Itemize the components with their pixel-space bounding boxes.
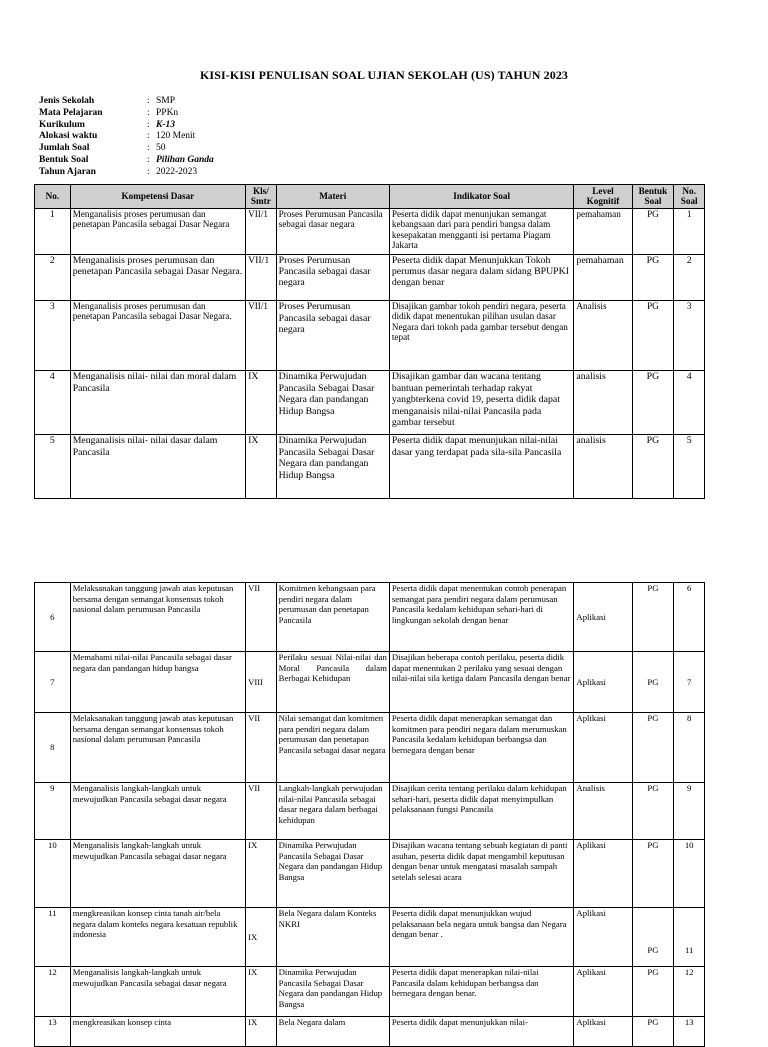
header-no-soal: No. Soal xyxy=(674,185,705,209)
meta-value: K-13 xyxy=(156,119,175,130)
cell-materi: Langkah-langkah perwujudan nilai-nilai Pancasila sebagai dasar negara dalam berbagai kehidupan xyxy=(276,783,389,840)
cell-no: 7 xyxy=(35,652,71,713)
header-level-kognitif: Level Kognitif xyxy=(574,185,632,209)
meta-label: Mata Pelajaran xyxy=(39,107,103,118)
cell-bentuk: PG xyxy=(632,255,674,301)
meta-row xyxy=(39,155,214,167)
header-bentuk-soal: Bentuk Soal xyxy=(632,185,674,209)
cell-kelas: IX xyxy=(246,840,277,908)
cell-bentuk: PG xyxy=(632,652,674,713)
cell-bentuk: PG xyxy=(632,209,674,255)
cell-no: 2 xyxy=(35,255,71,301)
cell-kelas: VII/1 xyxy=(246,209,277,255)
cell-no: 4 xyxy=(35,371,71,435)
meta-label: Alokasi waktu xyxy=(39,131,98,142)
meta-colon: : xyxy=(147,154,150,165)
header-indikator-soal: Indikator Soal xyxy=(389,185,574,209)
cell-bentuk: PG xyxy=(632,783,674,840)
cell-kelas: VII/1 xyxy=(246,255,277,301)
cell-kompetensi-dasar: mengkreasikan konsep cinta tanah air/bela negara dalam konteks negara kesatuan republik indonesia xyxy=(70,908,245,967)
cell-materi: Dinamika Perwujudan Pancasila Sebagai Dasar Negara dan pandangan Hidup Bangsa xyxy=(276,371,389,435)
cell-materi: Dinamika Perwujudan Pancasila Sebagai Dasar Negara dan pandangan Hidup Bangsa xyxy=(276,967,389,1017)
cell-kompetensi-dasar: Menganalisis proses perumusan dan penetapan Pancasila sebagai Dasar Negara. xyxy=(70,301,245,371)
table-row xyxy=(35,255,705,301)
cell-level: pemahaman xyxy=(574,209,632,255)
cell-level: Aplikasi xyxy=(574,908,632,967)
meta-colon: : xyxy=(147,166,150,177)
cell-level: pemahaman xyxy=(574,255,632,301)
cell-kelas: VII xyxy=(246,583,277,652)
cell-nosoal: 8 xyxy=(674,713,705,783)
cell-materi: Proses Perumusan Pancasila sebagai dasar negara xyxy=(276,301,389,371)
cell-nosoal: 13 xyxy=(674,1017,705,1047)
cell-bentuk: PG xyxy=(632,1017,674,1047)
meta-colon: : xyxy=(147,131,150,142)
cell-nosoal: 9 xyxy=(674,783,705,840)
table-row xyxy=(35,435,705,499)
table-row xyxy=(35,1017,705,1047)
cell-bentuk: PG xyxy=(632,301,674,371)
cell-materi: Perilaku sesuai Nilai-nilai dan Moral Pancasila dalam Berbagai Kehidupan xyxy=(276,652,389,713)
cell-level: Aplikasi xyxy=(574,967,632,1017)
cell-kelas: IX xyxy=(246,908,277,967)
cell-indikator: Disajikan gambar tokoh pendiri negara, peserta didik dapat menentukan pilihan usulan dasar Negara dari tokoh pada gambar tersebut dengan tepat xyxy=(389,301,574,371)
meta-row xyxy=(39,120,214,132)
cell-kelas: IX xyxy=(246,967,277,1017)
cell-no: 11 xyxy=(35,908,71,967)
cell-kompetensi-dasar: Melaksanakan tanggung jawab atas keputusan bersama dengan semangat konsensus tokoh nasional dalam perumusan Pancasila xyxy=(70,583,245,652)
cell-bentuk: PG xyxy=(632,371,674,435)
cell-materi: Proses Perumusan Pancasila sebagai dasar negara xyxy=(276,255,389,301)
cell-nosoal: 3 xyxy=(674,301,705,371)
meta-row xyxy=(39,167,214,179)
cell-level: Aplikasi xyxy=(574,713,632,783)
cell-indikator: Disajikan wacana tentang sebuah kegiatan di panti asuhan, peserta didik dapat mengambil keputusan dengan benar untuk mengatasi masalah sampah setelah selesai acara xyxy=(389,840,574,908)
cell-nosoal: 5 xyxy=(674,435,705,499)
meta-label: Bentuk Soal xyxy=(39,154,89,165)
cell-kelas: IX xyxy=(246,1017,277,1047)
meta-colon: : xyxy=(147,143,150,154)
cell-kompetensi-dasar: Menganalisis langkah-langkah untuk mewujudkan Pancasila sebagai dasar negara xyxy=(70,840,245,908)
meta-row xyxy=(39,96,214,108)
meta-row xyxy=(39,143,214,155)
meta-value: PPKn xyxy=(156,107,179,118)
document-meta xyxy=(39,96,214,179)
cell-level: analisis xyxy=(574,435,632,499)
meta-label: Jumlah Soal xyxy=(39,143,90,154)
cell-indikator: Peserta didik dapat menentukan contoh penerapan semangat para pendiri negara dalam perumusan Pancasila kedalam kehidupan sehari-hari di lingkungan sekolah dengan benar xyxy=(389,583,574,652)
cell-kompetensi-dasar: Melaksanakan tanggung jawab atas keputusan bersama dengan semangat konsensus tokoh nasional dalam perumusan Pancasila xyxy=(70,713,245,783)
table-row xyxy=(35,652,705,713)
cell-nosoal: 1 xyxy=(674,209,705,255)
cell-nosoal: 6 xyxy=(674,583,705,652)
meta-value: 50 xyxy=(156,143,166,154)
cell-indikator: Peserta didik dapat menerapkan nilai-nilai Pancasila dalam kehidupan berbangsa dan bernegara dengan benar. xyxy=(389,967,574,1017)
meta-colon: : xyxy=(147,107,150,118)
cell-indikator: Peserta didik dapat menunjukan nilai-nilai dasar yang terdapat pada sila-sila Pancasila xyxy=(389,435,574,499)
cell-indikator: Peserta didik dapat menunjukkan wujud pelaksanaan bela negara untuk bangsa dan Negara dengan benar . xyxy=(389,908,574,967)
cell-kompetensi-dasar: Menganalisis proses perumusan dan penetapan Pancasila sebagai Dasar Negara xyxy=(70,209,245,255)
cell-kompetensi-dasar: mengkreasikan konsep cinta xyxy=(70,1017,245,1047)
meta-value: Pilihan Ganda xyxy=(156,154,214,165)
cell-level: Analisis xyxy=(574,783,632,840)
cell-bentuk: PG xyxy=(632,967,674,1017)
cell-kompetensi-dasar: Menganalisis nilai- nilai dasar dalam Pancasila xyxy=(70,435,245,499)
cell-no: 10 xyxy=(35,840,71,908)
kisi-table-page-2 xyxy=(34,582,705,1047)
cell-kompetensi-dasar: Menganalisis nilai- nilai dan moral dalam Pancasila xyxy=(70,371,245,435)
kisi-table-page-1 xyxy=(34,184,705,499)
table-row xyxy=(35,371,705,435)
cell-kelas: IX xyxy=(246,371,277,435)
table-row xyxy=(35,783,705,840)
cell-no: 13 xyxy=(35,1017,71,1047)
cell-bentuk: PG xyxy=(632,583,674,652)
cell-no: 9 xyxy=(35,783,71,840)
table-header-row xyxy=(35,185,705,209)
table-row xyxy=(35,967,705,1017)
cell-materi: Dinamika Perwujudan Pancasila Sebagai Dasar Negara dan pandangan Hidup Bangsa xyxy=(276,435,389,499)
table-row xyxy=(35,301,705,371)
meta-value: SMP xyxy=(156,96,176,106)
cell-kompetensi-dasar: Menganalisis proses perumusan dan penetapan Pancasila sebagai Dasar Negara. xyxy=(70,255,245,301)
cell-indikator: Disajikan cerita tentang perilaku dalam kehidupan sehari-hari, peserta didik dapat menyimpulkan pelaksanaan fungsi Pancasila xyxy=(389,783,574,840)
cell-kelas: VII xyxy=(246,713,277,783)
cell-indikator: Peserta didik dapat menunjukkan nilai- xyxy=(389,1017,574,1047)
header-kompetensi-dasar: Kompetensi Dasar xyxy=(70,185,245,209)
header-kelas-semester: Kls/ Smtr xyxy=(246,185,277,209)
table-row xyxy=(35,583,705,652)
cell-level: analisis xyxy=(574,371,632,435)
cell-bentuk: PG xyxy=(632,840,674,908)
cell-no: 6 xyxy=(35,583,71,652)
table-row xyxy=(35,840,705,908)
cell-materi: Dinamika Perwujudan Pancasila Sebagai Dasar Negara dan pandangan Hidup Bangsa xyxy=(276,840,389,908)
cell-indikator: Peserta didik dapat menerapkan semangat dan komitmen para pendiri negara dalam merumuskan Pancasila kedalam kehidupan berbangsa dan bernegara dengan benar xyxy=(389,713,574,783)
cell-no: 3 xyxy=(35,301,71,371)
cell-kelas: VIII xyxy=(246,652,277,713)
cell-no: 5 xyxy=(35,435,71,499)
cell-nosoal: 12 xyxy=(674,967,705,1017)
cell-level: Aplikasi xyxy=(574,1017,632,1047)
header-materi: Materi xyxy=(276,185,389,209)
meta-colon: : xyxy=(147,96,150,106)
meta-value: 2022-2023 xyxy=(156,166,198,177)
cell-nosoal: 2 xyxy=(674,255,705,301)
meta-row xyxy=(39,131,214,143)
cell-indikator: Peserta didik dapat menunjukan semangat kebangsaan dari para pendiri bangsa dalam kesepakatan mengganti isi pertama Piagam Jakarta xyxy=(389,209,574,255)
cell-indikator: Peserta didik dapat Menunjukkan Tokoh perumus dasar negara dalam sidang BPUPKI dengan benar xyxy=(389,255,574,301)
cell-no: 12 xyxy=(35,967,71,1017)
cell-bentuk: PG xyxy=(632,713,674,783)
cell-level: Aplikasi xyxy=(574,652,632,713)
cell-no: 1 xyxy=(35,209,71,255)
cell-materi: Bela Negara dalam xyxy=(276,1017,389,1047)
meta-label: Jenis Sekolah xyxy=(39,96,95,106)
cell-no: 8 xyxy=(35,713,71,783)
cell-level: Aplikasi xyxy=(574,583,632,652)
cell-kompetensi-dasar: Memahami nilai-nilai Pancasila sebagai dasar negara dan pandangan hidup bangsa xyxy=(70,652,245,713)
meta-label: Kurikulum xyxy=(39,119,85,130)
meta-colon: : xyxy=(147,119,150,130)
table-row xyxy=(35,209,705,255)
cell-nosoal: 4 xyxy=(674,371,705,435)
table-row xyxy=(35,713,705,783)
cell-level: Aplikasi xyxy=(574,840,632,908)
cell-kelas: IX xyxy=(246,435,277,499)
cell-kelas: VII/1 xyxy=(246,301,277,371)
meta-row xyxy=(39,108,214,120)
cell-indikator: Disajikan beberapa contoh perilaku, peserta didik dapat menentukan 2 perilaku yang sesuai dengan nilai-nilai sila ketiga dalam Pancasila dengan benar xyxy=(389,652,574,713)
cell-materi: Proses Perumusan Pancasila sebagai dasar negara xyxy=(276,209,389,255)
meta-label: Tahun Ajaran xyxy=(39,166,96,177)
cell-materi: Nilai semangat dan komitmen para pendiri negara dalam perumusan dan penetapan Pancasila sebagai dasar negara xyxy=(276,713,389,783)
cell-indikator: Disajikan gambar dan wacana tentang bantuan pemerintah terhadap rakyat yangbterkena covid 19, peserta didik dapat menganaisis nilai-nilai Pancasila pada gambar tersebut xyxy=(389,371,574,435)
header-no: No. xyxy=(35,185,71,209)
cell-bentuk: PG xyxy=(632,435,674,499)
cell-kompetensi-dasar: Menganalisis langkah-langkah untuk mewujudkan Pancasila sebagai dasar negara xyxy=(70,967,245,1017)
cell-bentuk: PG xyxy=(632,908,674,967)
cell-materi: Komitmen kebangsaan para pendiri negara dalam perumusan dan penetapan Pancasila xyxy=(276,583,389,652)
cell-materi: Bela Negara dalam Konteks NKRI xyxy=(276,908,389,967)
cell-nosoal: 7 xyxy=(674,652,705,713)
cell-nosoal: 11 xyxy=(674,908,705,967)
table-row xyxy=(35,908,705,967)
meta-value: 120 Menit xyxy=(156,131,196,142)
cell-level: Analisis xyxy=(574,301,632,371)
document-title: KISI-KISI PENULISAN SOAL UJIAN SEKOLAH (US) TAHUN 2023 xyxy=(199,68,569,82)
cell-kelas: VII xyxy=(246,783,277,840)
cell-kompetensi-dasar: Menganalisis langkah-langkah untuk mewujudkan Pancasila sebagai dasar negara xyxy=(70,783,245,840)
cell-nosoal: 10 xyxy=(674,840,705,908)
